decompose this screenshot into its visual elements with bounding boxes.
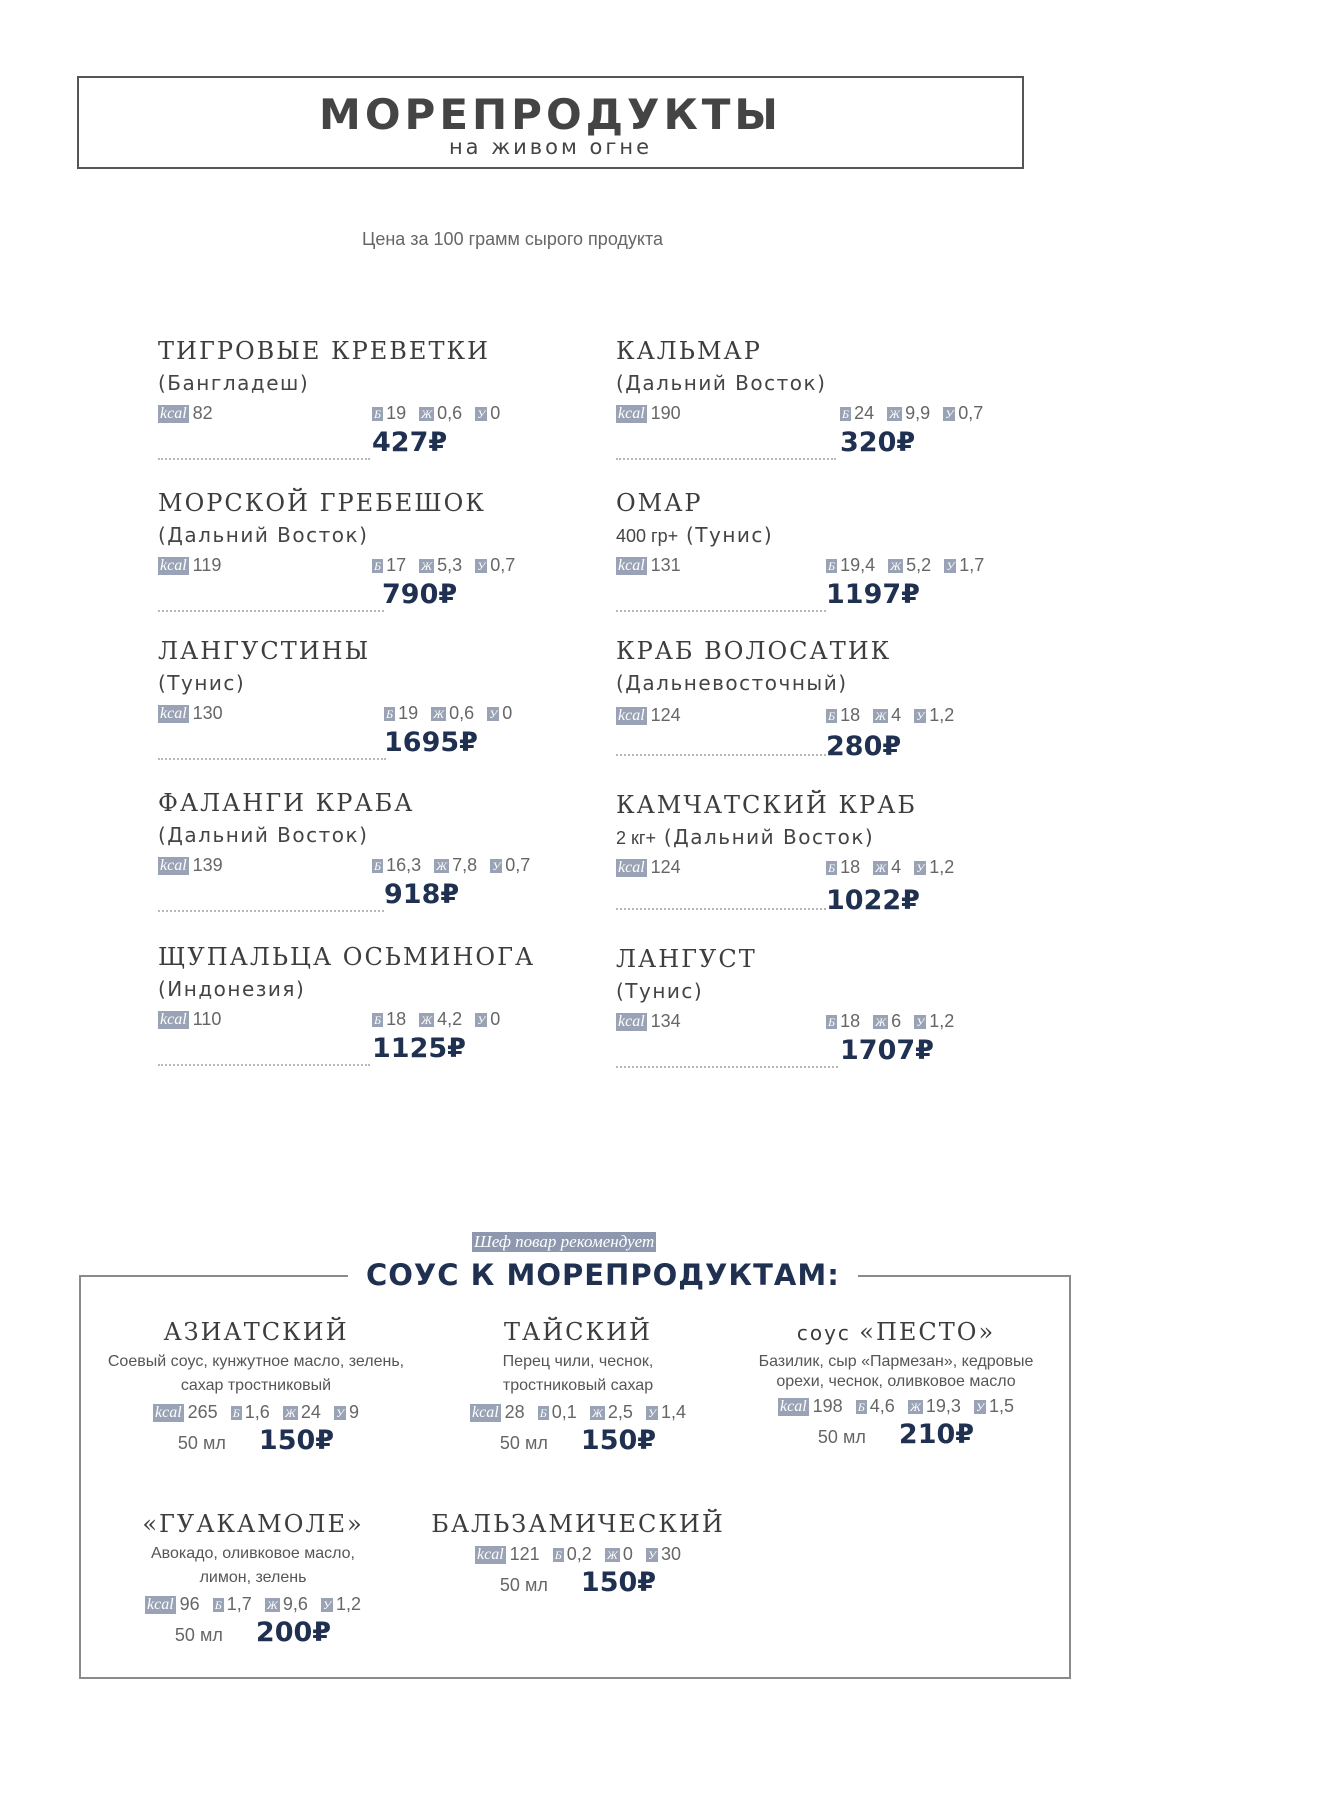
sauce-item: [103, 1510, 403, 1648]
dish-price: 1695₽: [384, 727, 478, 758]
dish-price: 427₽: [372, 427, 448, 458]
macros-info: Б 24 Ж 9,9 У 0,7: [842, 403, 984, 423]
sauce-item: [428, 1510, 728, 1598]
sauce-price: 150₽: [258, 1425, 335, 1456]
sauce-description: Базилик, сыр «Пармезан», кедровые орехи, чеснок, оливковое масло: [758, 1353, 1034, 1390]
macros-info: Б 19,4 Ж 5,2 У 1,7: [828, 555, 985, 575]
dish-name: МОРСКОЙ ГРЕБЕШОК: [158, 489, 486, 517]
kcal-info: kcal 190: [618, 403, 681, 423]
sauce-volume: 50 мл: [174, 1625, 223, 1645]
kcal-info: kcal 130: [160, 703, 223, 723]
dotted-divider: [616, 1066, 838, 1068]
dish-name: ОМАР: [616, 489, 703, 517]
sauce-price: 150₽: [580, 1567, 657, 1598]
dish-origin: (Дальний Восток): [158, 823, 369, 847]
dotted-divider: [158, 910, 384, 912]
dish-price: 790₽: [382, 579, 458, 610]
sauce-volume-price: [106, 1425, 406, 1456]
dish-item: [616, 791, 1016, 931]
dish-name: КАЛЬМАР: [616, 337, 762, 365]
macros-info: Б 17 Ж 5,3 У 0,7: [374, 555, 516, 575]
page-title: МОРЕПРОДУКТЫ: [319, 90, 782, 139]
dish-name: ФАЛАНГИ КРАБА: [158, 789, 415, 817]
dotted-divider: [158, 758, 386, 760]
dish-origin: (Дальний Восток): [158, 523, 369, 547]
dish-item: [158, 489, 558, 629]
dish-item: [158, 789, 558, 929]
dish-name: КРАБ ВОЛОСАТИК: [616, 637, 892, 665]
macros-info: Б 16,3 Ж 7,8 У 0,7: [374, 855, 531, 875]
kcal-info: kcal 110: [160, 1009, 222, 1029]
sauce-volume: 50 мл: [817, 1427, 866, 1447]
sauce-nutrition: kcal 265 Б 1,6 Ж 24 У 9: [155, 1402, 359, 1422]
dish-price: 1022₽: [826, 885, 920, 916]
dish-name: ЩУПАЛЬЦА ОСЬМИНОГА: [158, 943, 536, 971]
macros-info: Б 18 Ж 4,2 У 0: [374, 1009, 501, 1029]
sauce-volume: 50 мл: [177, 1433, 226, 1453]
sauce-volume: 50 мл: [499, 1575, 548, 1595]
sauce-volume-price: [428, 1425, 728, 1456]
dotted-divider: [616, 610, 826, 612]
sauce-nutrition: kcal 28 Б 0,1 Ж 2,5 У 1,4: [472, 1402, 686, 1422]
dish-weight: 400 гр+: [616, 526, 679, 546]
sauce-nutrition: kcal 96 Б 1,7 Ж 9,6 У 1,2: [147, 1594, 361, 1614]
sauce-volume-price: [746, 1419, 1046, 1450]
dish-origin: (Тунис): [158, 671, 246, 695]
chef-recommends-tag: Шеф повар рекомендует: [474, 1232, 655, 1251]
dish-price: 1197₽: [826, 579, 920, 610]
sauce-item: [746, 1318, 1046, 1450]
dish-price: 1707₽: [840, 1035, 934, 1066]
sauce-item: [428, 1318, 728, 1456]
kcal-info: kcal 119: [160, 555, 222, 575]
sauce-volume-price: [428, 1567, 728, 1598]
dish-price: 280₽: [826, 731, 902, 762]
dish-item: [616, 945, 1016, 1085]
dish-origin: (Бангладеш): [158, 371, 310, 395]
kcal-info: kcal 124: [618, 857, 681, 877]
dish-price: 918₽: [384, 879, 460, 910]
sauce-name: АЗИАТСКИЙ: [163, 1318, 349, 1346]
dish-origin: (Индонезия): [158, 977, 306, 1001]
sauce-price: 150₽: [580, 1425, 657, 1456]
sauce-nutrition: kcal 198 Б 4,6 Ж 19,3 У 1,5: [779, 1396, 1014, 1416]
sauce-item: [106, 1318, 406, 1456]
page-subtitle: на живом огне: [448, 135, 653, 159]
dish-origin: 2 кг+ (Дальний Восток): [616, 825, 875, 849]
dish-name: ТИГРОВЫЕ КРЕВЕТКИ: [158, 337, 490, 365]
dish-origin: 400 гр+ (Тунис): [616, 523, 774, 547]
dish-item: [158, 337, 558, 477]
dish-price: 320₽: [840, 427, 916, 458]
dotted-divider: [158, 458, 370, 460]
sauce-name: ТАЙСКИЙ: [504, 1318, 652, 1346]
dotted-divider: [616, 908, 826, 910]
dotted-divider: [158, 1064, 370, 1066]
macros-info: Б 18 Ж 4 У 1,2: [828, 857, 955, 877]
macros-info: Б 18 Ж 4 У 1,2: [828, 705, 955, 725]
dotted-divider: [616, 458, 836, 460]
dish-name: ЛАНГУСТИНЫ: [158, 637, 371, 665]
dish-item: [158, 943, 558, 1083]
dish-price: 1125₽: [372, 1033, 466, 1064]
dish-item: [616, 637, 1016, 777]
sauce-name: БАЛЬЗАМИЧЕСКИЙ: [431, 1510, 725, 1538]
kcal-info: kcal 124: [618, 705, 681, 725]
sauce-volume: 50 мл: [499, 1433, 548, 1453]
sauce-price: 210₽: [898, 1419, 975, 1450]
header-box: [77, 76, 1024, 169]
dish-origin: (Дальневосточный): [616, 671, 848, 695]
sauce-name: «ГУАКАМОЛЕ»: [142, 1510, 364, 1538]
dish-weight: 2 кг+: [616, 828, 656, 848]
dotted-divider: [616, 754, 826, 756]
dish-name: КАМЧАТСКИЙ КРАБ: [616, 791, 918, 819]
macros-info: Б 19 Ж 0,6 У 0: [374, 403, 501, 423]
sauce-volume-price: [103, 1617, 403, 1648]
dotted-divider: [158, 610, 384, 612]
sauce-description: Перец чили, чеснок, тростниковый сахар: [502, 1353, 654, 1394]
kcal-info: kcal 134: [618, 1011, 681, 1031]
sauce-name: соус «ПЕСТО»: [796, 1318, 996, 1346]
macros-info: Б 19 Ж 0,6 У 0: [386, 703, 513, 723]
macros-info: Б 18 Ж 6 У 1,2: [828, 1011, 955, 1031]
kcal-info: kcal 139: [160, 855, 223, 875]
dish-item: [616, 337, 1016, 477]
sauce-nutrition: kcal 121 Б 0,2 Ж 0 У 30: [477, 1544, 681, 1564]
kcal-info: kcal 131: [618, 555, 681, 575]
sauce-price: 200₽: [255, 1617, 332, 1648]
dish-origin: (Тунис): [616, 979, 704, 1003]
sauce-description: Авокадо, оливковое масло, лимон, зелень: [151, 1545, 355, 1586]
price-note: Цена за 100 грамм сырого продукта: [362, 229, 664, 249]
dish-name: ЛАНГУСТ: [616, 945, 757, 973]
sauce-description: Соевый соус, кунжутное масло, зелень, сахар тростниковый: [107, 1353, 405, 1394]
dish-origin: (Дальний Восток): [616, 371, 827, 395]
dish-item: [158, 637, 558, 777]
sauce-heading: СОУС К МОРЕПРОДУКТАМ:: [348, 1258, 858, 1292]
kcal-info: kcal 82: [160, 403, 213, 423]
dish-item: [616, 489, 1016, 629]
